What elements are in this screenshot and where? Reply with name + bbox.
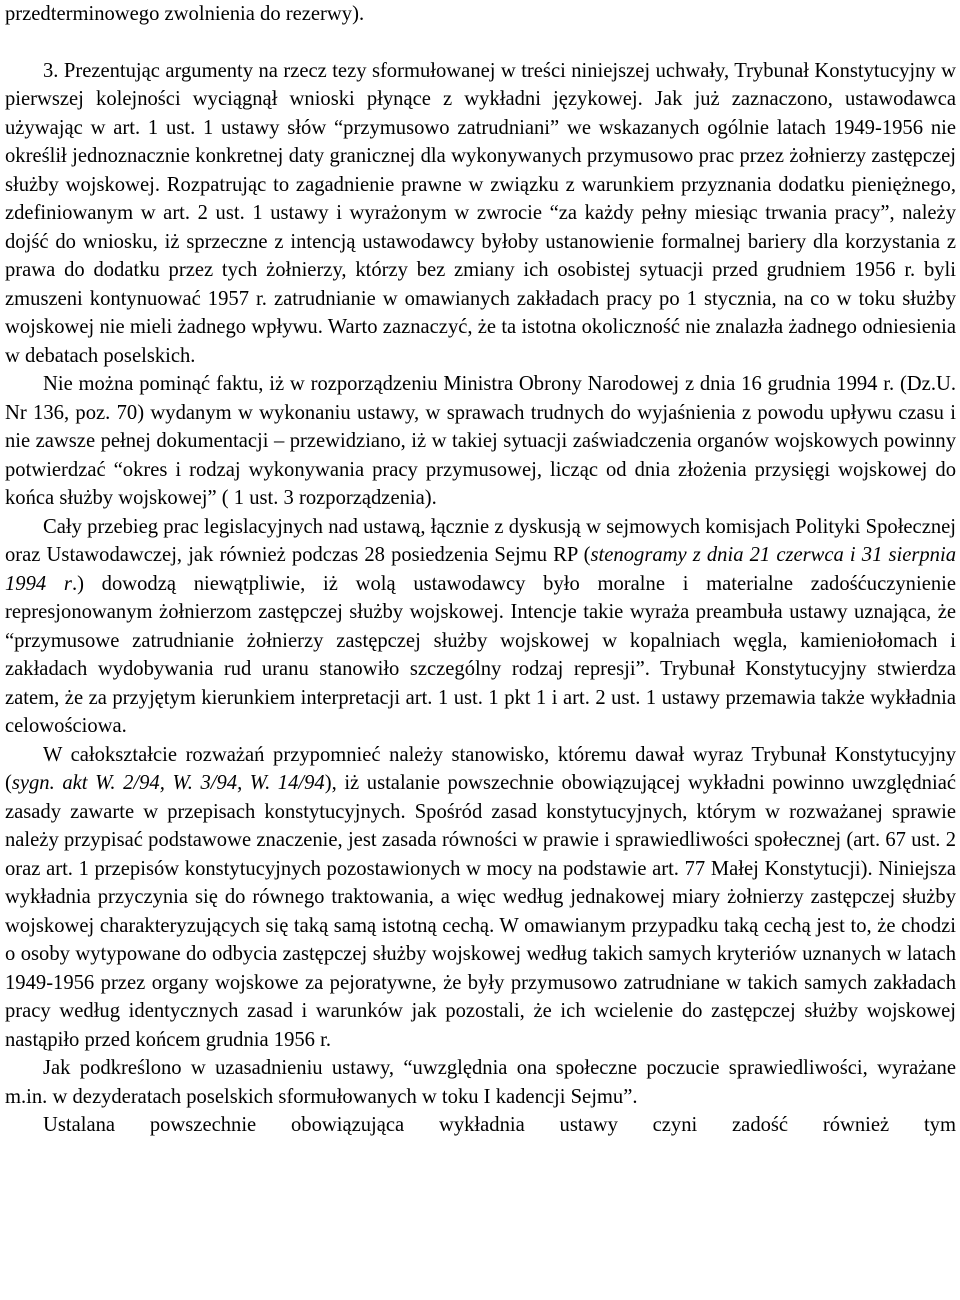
paragraph-justification xyxy=(5,1054,956,1111)
paragraph-numbered-3 xyxy=(5,57,956,371)
document-page xyxy=(5,0,956,1140)
paragraph-text: Nie można pominąć faktu, iż w rozporządzeniu Ministra Obrony Narodowej z dnia 16 grudnia 1994 r. (Dz.U. Nr 136, poz. 70) wydanym w wykonaniu ustawy, w sprawach trudnych do wyjaśnienia z powodu upływu czasu i nie zawsze pełnej dokumentacji – przewidziano, iż w takiej sytuacji zaświadczenia organów wojskowych powinny potwierdzać “okres i rodzaj wykonywania pracy przymusowej, licząc od dnia złożenia przysięgi wojskowej do końca służby wojskowej” ( 1 ust. 3 rozporządzenia). xyxy=(5,373,956,509)
paragraph-text: W całokształcie rozważań przypomnieć należy stanowisko, któremu dawał wyraz Trybunał Konstytucyjny ( xyxy=(5,743,956,794)
paragraph-text: .) dowodzą niewątpliwie, iż wolą ustawodawcy było moralne i materialne zadośćuczynienie represjonowanym żołnierzom zastępczej służby wojskowej. Intencje takie wyraża preambuła ustawy uznająca, że “przymusowe zatrudnianie żołnierzy zastępczej służby wojskowej w kopalniach węgla, kamieniołomach i zakładach wydobywania rud uranu stanowiło szczególny rodzaj represji”. Trybunał Konstytucyjny stwierdza zatem, że za przyjętym kierunkiem interpretacji art. 1 ust. 1 pkt 1 i art. 2 ust. 1 ustawy przemawia także wykładnia celowościowa. xyxy=(5,572,956,737)
paragraph-constitutional-principles xyxy=(5,741,956,1055)
paragraph-text: 3. Prezentując argumenty na rzecz tezy sformułowanej w treści niniejszej uchwały, Trybunał Konstytucyjny w pierwszej kolejności wyciągnął wnioski płynące z wykładni językowej. Jak już zaznaczono, ustawodawca używając w art. 1 ust. 1 ustawy słów “przymusowo zatrudniani” we wskazanych ogólnie latach 1949-1956 nie określił jednoznacznie konkretnej daty granicznej dla wykonywanych przymusowo prac przez żołnierzy zastępczej służby wojskowej. Rozpatrując to zagadnienie prawne w związku z warunkiem przyznania dodatku pieniężnego, zdefiniowanym w art. 2 ust. 1 ustawy i wyrażonym w zwrocie “za każdy pełny miesiąc trwania pracy”, należy dojść do wniosku, iż sprzeczne z intencją ustawodawcy byłoby ustanowienie formalnej bariery dla korzystania z prawa do dodatku przez tych żołnierzy, którzy bez zmiany ich osobistej sytuacji przed grudniem 1956 r. byli zmuszeni kontynuować 1957 r. zatrudnianie w omawianych zakładach pracy po 1 stycznia, na co w toku służby wojskowej nie mieli żadnego wpływu. Warto zaznaczyć, że ta istotna okoliczność nie znalazła żadnego odniesienia w debatach poselskich. xyxy=(5,59,956,367)
paragraph-text: przedterminowego zwolnienia do rezerwy). xyxy=(5,3,365,25)
paragraph-regulation xyxy=(5,370,956,513)
citation-italic: stenogramy z dnia 21 czerwca i 31 sierpnia 1994 r xyxy=(5,544,956,595)
paragraph-text: Ustalana powszechnie obowiązująca wykładnia ustawy czyni zadość również tym xyxy=(43,1114,956,1136)
paragraph-text: ), iż ustalanie powszechnie obowiązującej wykładni powinno uwzględniać zasady zawarte w przepisach konstytucyjnych. Spośród zasad konstytucyjnych, którym w rozważanej sprawie należy przypisać podstawowe znaczenie, jest zasada równości w prawie i sprawiedliwości społecznej (art. 67 ust. 2 oraz art. 1 przepisów konstytucyjnych pozostawionych w mocy na podstawie art. 77 Małej Konstytucji). Niniejsza wykładnia przyczynia się do równego traktowania, a więc według jednakowej miary żołnierzy zastępczej służby wojskowej charakteryzujących się taką samą istotną cechą. W omawianym przypadku taką cechą jest to, że chodzi o osoby wytypowane do odbycia zastępczej służby wojskowej według takich samych kryteriów uznanych w latach 1949-1956 przez organy wojskowe za pejoratywne, że były przymusowo zatrudniane w takich samych zakładach pracy według identycznych zasad i warunków jak pozostali, że ich wcielenie do zastępczej służby wojskowej nastąpiło przed końcem grudnia 1956 r. xyxy=(5,772,956,1051)
paragraph-continuation xyxy=(5,0,956,29)
paragraph-text: Jak podkreślono w uzasadnieniu ustawy, “uwzględnia ona społeczne poczucie sprawiedliwości, wyrażane m.in. w dezyderatach poselskich sformułowanych w toku I kadencji Sejmu”. xyxy=(5,1057,956,1108)
paragraph-final-partial xyxy=(5,1111,956,1140)
paragraph-spacer xyxy=(5,29,956,57)
paragraph-text: Cały przebieg prac legislacyjnych nad ustawą, łącznie z dyskusją w sejmowych komisjach Polityki Społecznej oraz Ustawodawczej, jak również podczas 28 posiedzenia Sejmu RP ( xyxy=(5,515,956,566)
case-reference-italic: sygn. akt W. 2/94, W. 3/94, W. 14/94 xyxy=(11,772,325,794)
paragraph-legislative-history xyxy=(5,513,956,741)
